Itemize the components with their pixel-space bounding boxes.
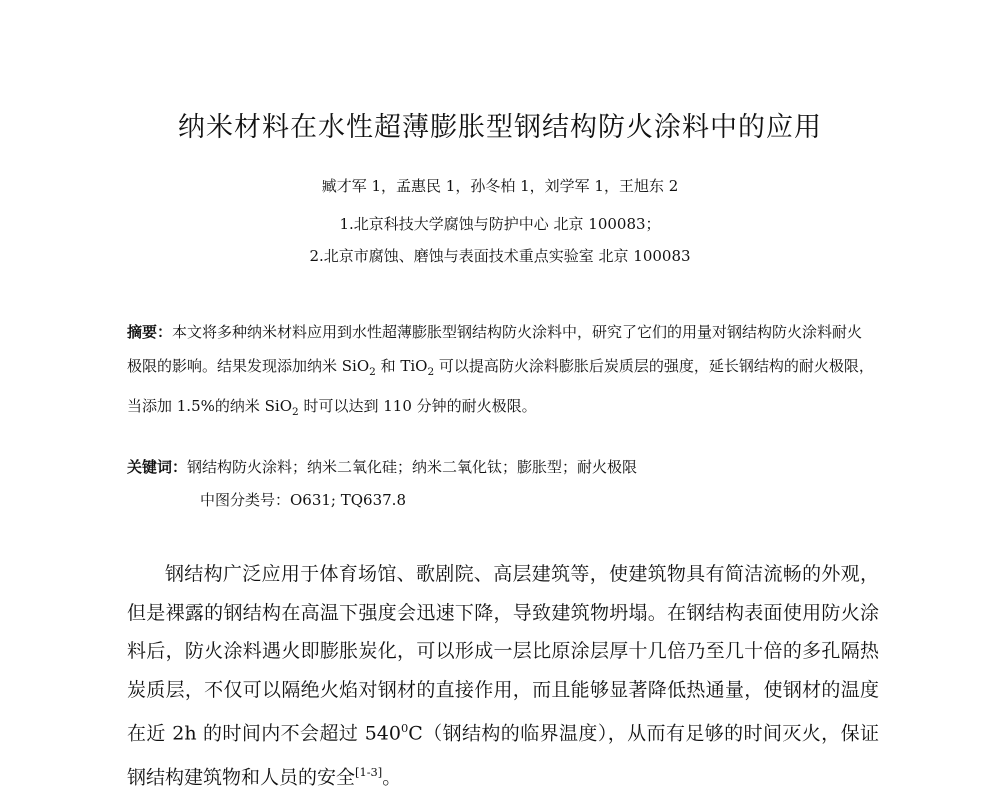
body-text-3: 。 [382, 766, 402, 789]
abstract-text-4: 时可以达到 110 分钟的耐火极限。 [298, 397, 537, 415]
keywords-text: 钢结构防火涂料；纳米二氧化硅；纳米二氧化钛；膨胀型；耐火极限 [187, 458, 638, 476]
degree-superscript: 0 [400, 721, 409, 735]
author-list: 臧才军 1，孟惠民 1，孙冬柏 1，刘学军 1，王旭东 2 [321, 177, 679, 195]
introduction-paragraph [127, 555, 879, 797]
body-text-1: 钢结构广泛应用于体育场馆、歌剧院、高层建筑等，使建筑物具有简洁流畅的外观，但是裸露的钢结构在高温下强度会迅速下降，导致建筑物坍塌。在钢结构表面使用防火涂料后，防火涂料遇火即膨胀炭化，可以形成一层比原涂层厚十几倍乃至几十倍的多孔隔热炭质层，不仅可以隔绝火焰对钢材的直接作用，而且能够显著降低热通量，使钢材的温度在近 2h 的时间内不会超过 540 [127, 563, 879, 745]
paper-title: 纳米材料在水性超薄膨胀型钢结构防火涂料中的应用 [178, 112, 822, 143]
affiliation-1: 1.北京科技大学腐蚀与防护中心 北京 100083； [339, 215, 661, 233]
abstract-text-3: 可以提高防火涂料膨胀后炭质层的强度，延长钢结构的耐火极限，当添加 1.5%的纳米 SiO [127, 357, 874, 415]
abstract-text-2: 和 TiO [375, 357, 428, 375]
affiliation-2: 2.北京市腐蚀、磨蚀与表面技术重点实验室 北京 100083 [309, 247, 691, 265]
keywords-label: 关键词： [127, 458, 188, 476]
abstract-subscript-1: 2 [369, 366, 376, 378]
abstract [127, 315, 877, 429]
abstract-label: 摘要： [127, 323, 173, 341]
keywords-line [127, 456, 637, 477]
abstract-subscript-3: 2 [292, 406, 299, 418]
classification-number: 中图分类号：O631; TQ637.8 [200, 491, 406, 509]
abstract-text-1: 本文将多种纳米材料应用到水性超薄膨胀型钢结构防火涂料中，研究了它们的用量对钢结构防火涂料耐火极限的影响。结果发现添加纳米 SiO [127, 323, 863, 375]
body-text-2: C（钢结构的临界温度），从而有足够的时间灭火，保证钢结构建筑物和人员的安全 [127, 722, 879, 789]
abstract-subscript-2: 2 [427, 366, 435, 378]
body-paragraph [127, 555, 879, 797]
citation-superscript: [1-3] [355, 764, 383, 779]
